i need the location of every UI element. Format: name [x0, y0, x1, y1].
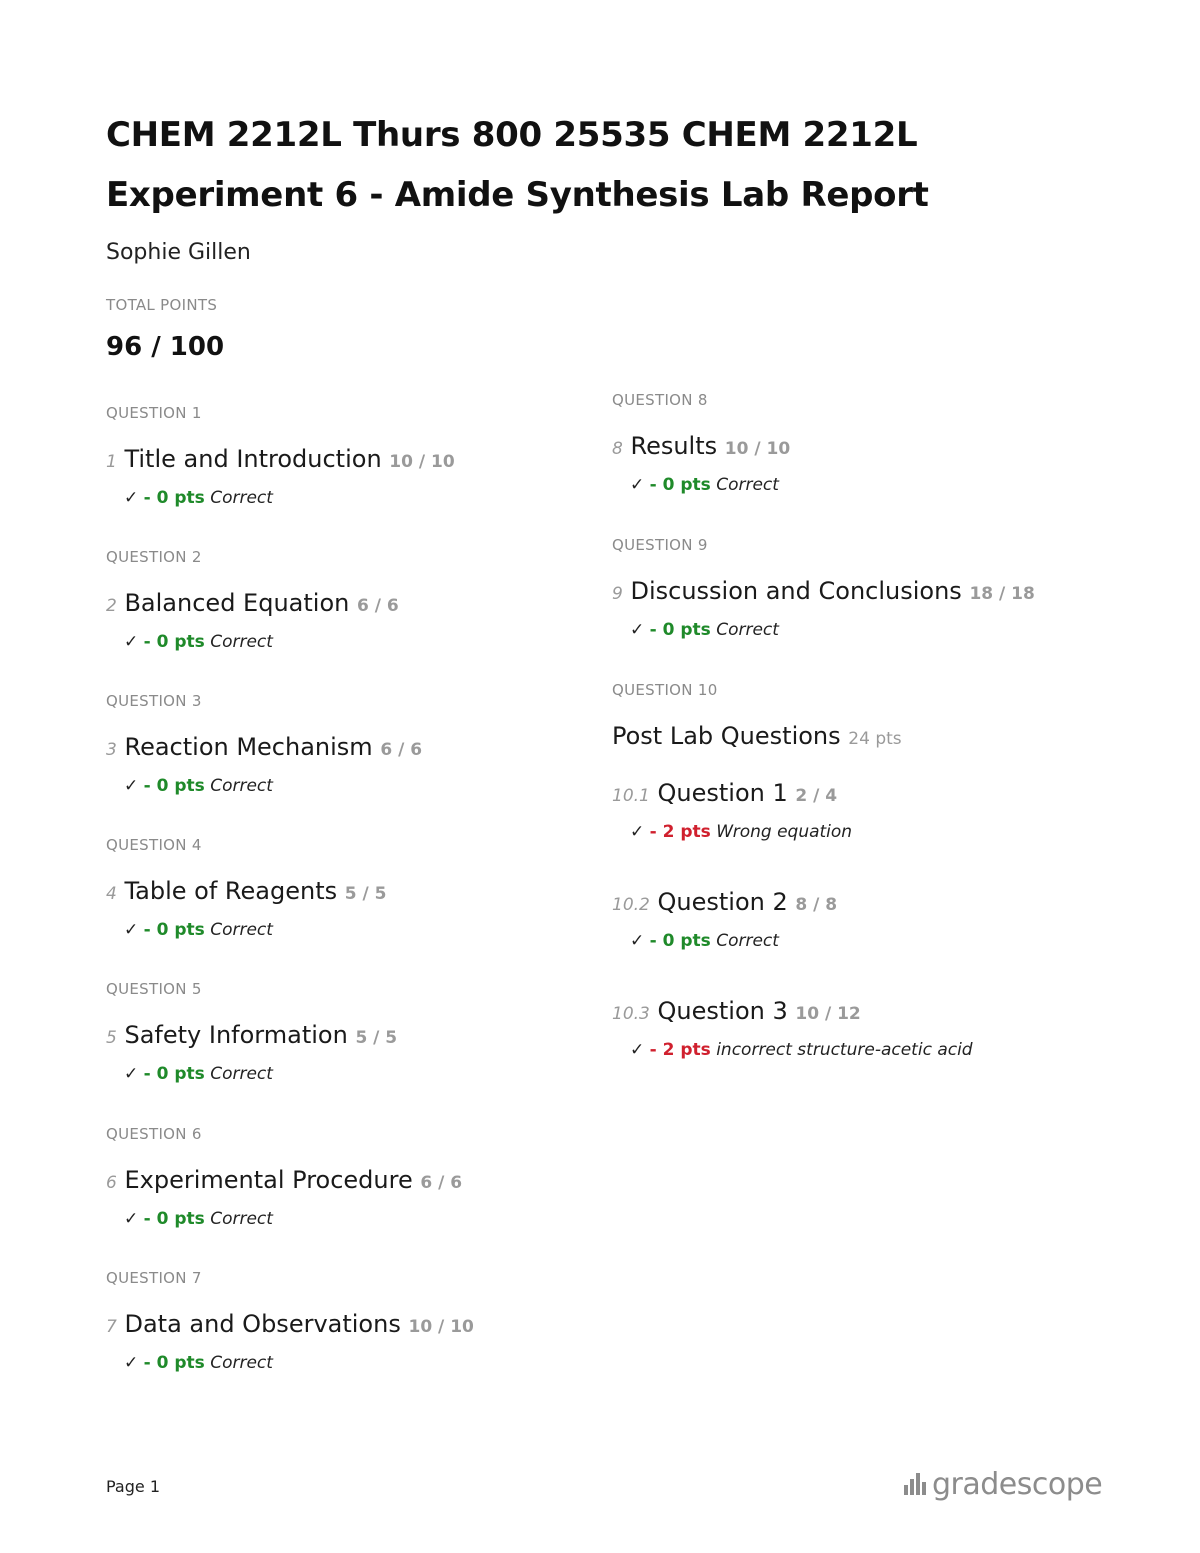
rubric-item [124, 918, 386, 942]
rubric-description: Correct [210, 920, 273, 940]
subquestion-10-2 [612, 887, 837, 953]
question-label: QUESTION 8 [612, 391, 708, 409]
rubric-description: Correct [716, 931, 779, 951]
question-block-8 [612, 391, 790, 497]
question-score: 6 / 6 [420, 1173, 463, 1193]
subquestion-score: 2 / 4 [795, 786, 838, 806]
question-block-9 [612, 536, 1035, 642]
question-label: QUESTION 4 [106, 836, 202, 854]
rubric-item [124, 1207, 462, 1231]
rubric-description: incorrect structure-acetic acid [716, 1040, 973, 1060]
question-number: 9 [612, 584, 623, 604]
question-label: QUESTION 3 [106, 692, 202, 710]
question-title [612, 721, 902, 751]
checkmark-icon: ✓ [630, 1040, 645, 1060]
question-label: QUESTION 2 [106, 548, 202, 566]
checkmark-icon: ✓ [124, 632, 139, 652]
rubric-description: Correct [210, 1209, 273, 1229]
checkmark-icon: ✓ [124, 1209, 139, 1229]
question-number: 6 [106, 1173, 117, 1193]
rubric-points: - 0 pts [143, 488, 205, 508]
bar-chart-icon [904, 1473, 928, 1495]
question-label: QUESTION 7 [106, 1269, 202, 1287]
rubric-points: - 2 pts [649, 822, 711, 842]
question-title-text: Title and Introduction [124, 445, 382, 473]
rubric-points: - 0 pts [143, 776, 205, 796]
question-number: 7 [106, 1317, 117, 1337]
subquestion-score: 8 / 8 [795, 895, 838, 915]
subquestion-title [612, 778, 852, 808]
checkmark-icon: ✓ [124, 488, 139, 508]
rubric-points: - 0 pts [649, 620, 711, 640]
question-title [106, 876, 386, 906]
rubric-description: Wrong equation [716, 822, 853, 842]
question-block-6 [106, 1125, 462, 1231]
question-title-text: Table of Reagents [124, 877, 338, 905]
subquestion-10-1 [612, 778, 852, 844]
question-title [612, 431, 790, 461]
rubric-item [630, 473, 790, 497]
question-label: QUESTION 6 [106, 1125, 202, 1143]
subquestion-number: 10.3 [612, 1004, 650, 1024]
logo-text: gradescope [932, 1466, 1103, 1502]
rubric-item [124, 486, 455, 510]
question-number: 5 [106, 1028, 117, 1048]
rubric-points: - 0 pts [143, 1353, 205, 1373]
rubric-item [630, 1038, 973, 1062]
checkmark-icon: ✓ [630, 620, 645, 640]
question-score: 5 / 5 [355, 1028, 398, 1048]
question-score: 5 / 5 [344, 884, 387, 904]
rubric-points: - 0 pts [649, 475, 711, 495]
rubric-item [124, 774, 422, 798]
subquestion-title-text: Question 1 [657, 779, 788, 807]
page-number: Page 1 [106, 1477, 160, 1496]
question-title [106, 732, 422, 762]
question-score: 6 / 6 [380, 740, 423, 760]
rubric-points: - 0 pts [143, 1064, 205, 1084]
question-number: 2 [106, 596, 117, 616]
rubric-item [124, 1062, 397, 1086]
subquestion-10-3 [612, 996, 973, 1062]
rubric-description: Correct [210, 632, 273, 652]
subquestion-title-text: Question 2 [657, 888, 788, 916]
checkmark-icon: ✓ [124, 1353, 139, 1373]
rubric-description: Correct [716, 620, 779, 640]
question-title [106, 1165, 462, 1195]
checkmark-icon: ✓ [630, 475, 645, 495]
rubric-item [630, 929, 837, 953]
question-number: 8 [612, 439, 623, 459]
total-points-value: 96 / 100 [106, 332, 225, 362]
question-label: QUESTION 5 [106, 980, 202, 998]
question-score: 10 / 10 [389, 452, 455, 472]
rubric-points: - 0 pts [649, 931, 711, 951]
question-title [106, 588, 399, 618]
question-title-text: Post Lab Questions [612, 722, 841, 750]
question-label: QUESTION 10 [612, 681, 718, 699]
subquestion-number: 10.2 [612, 895, 650, 915]
question-score: 10 / 10 [408, 1317, 474, 1337]
total-points-label: TOTAL POINTS [106, 296, 218, 314]
checkmark-icon: ✓ [124, 1064, 139, 1084]
question-number: 1 [106, 452, 117, 472]
rubric-description: Correct [210, 1064, 273, 1084]
question-number: 3 [106, 740, 117, 760]
question-title-text: Safety Information [124, 1021, 348, 1049]
subquestion-number: 10.1 [612, 786, 650, 806]
rubric-points: - 2 pts [649, 1040, 711, 1060]
question-title-text: Experimental Procedure [124, 1166, 413, 1194]
report-title: CHEM 2212L Thurs 800 25535 CHEM 2212L Experiment 6 - Amide Synthesis Lab Report [106, 115, 929, 215]
checkmark-icon: ✓ [124, 920, 139, 940]
question-block-1 [106, 404, 455, 510]
checkmark-icon: ✓ [124, 776, 139, 796]
question-title-text: Results [630, 432, 718, 460]
gradescope-logo [904, 1466, 1102, 1502]
subquestion-score: 10 / 12 [795, 1004, 861, 1024]
question-block-4 [106, 836, 386, 942]
question-title [106, 1309, 474, 1339]
rubric-description: Correct [210, 1353, 273, 1373]
rubric-description: Correct [716, 475, 779, 495]
rubric-item [124, 1351, 474, 1375]
question-title-text: Balanced Equation [124, 589, 350, 617]
subquestion-title [612, 887, 837, 917]
question-title-text: Reaction Mechanism [124, 733, 373, 761]
question-block-10 [612, 681, 902, 751]
checkmark-icon: ✓ [630, 931, 645, 951]
question-title [106, 444, 455, 474]
rubric-item [630, 618, 1035, 642]
rubric-points: - 0 pts [143, 632, 205, 652]
question-block-7 [106, 1269, 474, 1375]
rubric-points: - 0 pts [143, 1209, 205, 1229]
rubric-item [630, 820, 852, 844]
rubric-description: Correct [210, 776, 273, 796]
rubric-description: Correct [210, 488, 273, 508]
subquestion-title-text: Question 3 [657, 997, 788, 1025]
question-score: 18 / 18 [969, 584, 1035, 604]
question-block-5 [106, 980, 397, 1086]
rubric-points: - 0 pts [143, 920, 205, 940]
question-title [612, 576, 1035, 606]
question-points: 24 pts [848, 729, 902, 749]
question-title [106, 1020, 397, 1050]
question-title-text: Data and Observations [124, 1310, 401, 1338]
rubric-item [124, 630, 399, 654]
question-title-text: Discussion and Conclusions [630, 577, 962, 605]
student-name: Sophie Gillen [106, 240, 251, 265]
subquestion-title [612, 996, 973, 1026]
question-score: 6 / 6 [356, 596, 399, 616]
question-score: 10 / 10 [724, 439, 791, 459]
question-number: 4 [106, 884, 117, 904]
question-label: QUESTION 9 [612, 536, 708, 554]
checkmark-icon: ✓ [630, 822, 645, 842]
question-block-3 [106, 692, 422, 798]
question-label: QUESTION 1 [106, 404, 202, 422]
question-block-2 [106, 548, 399, 654]
